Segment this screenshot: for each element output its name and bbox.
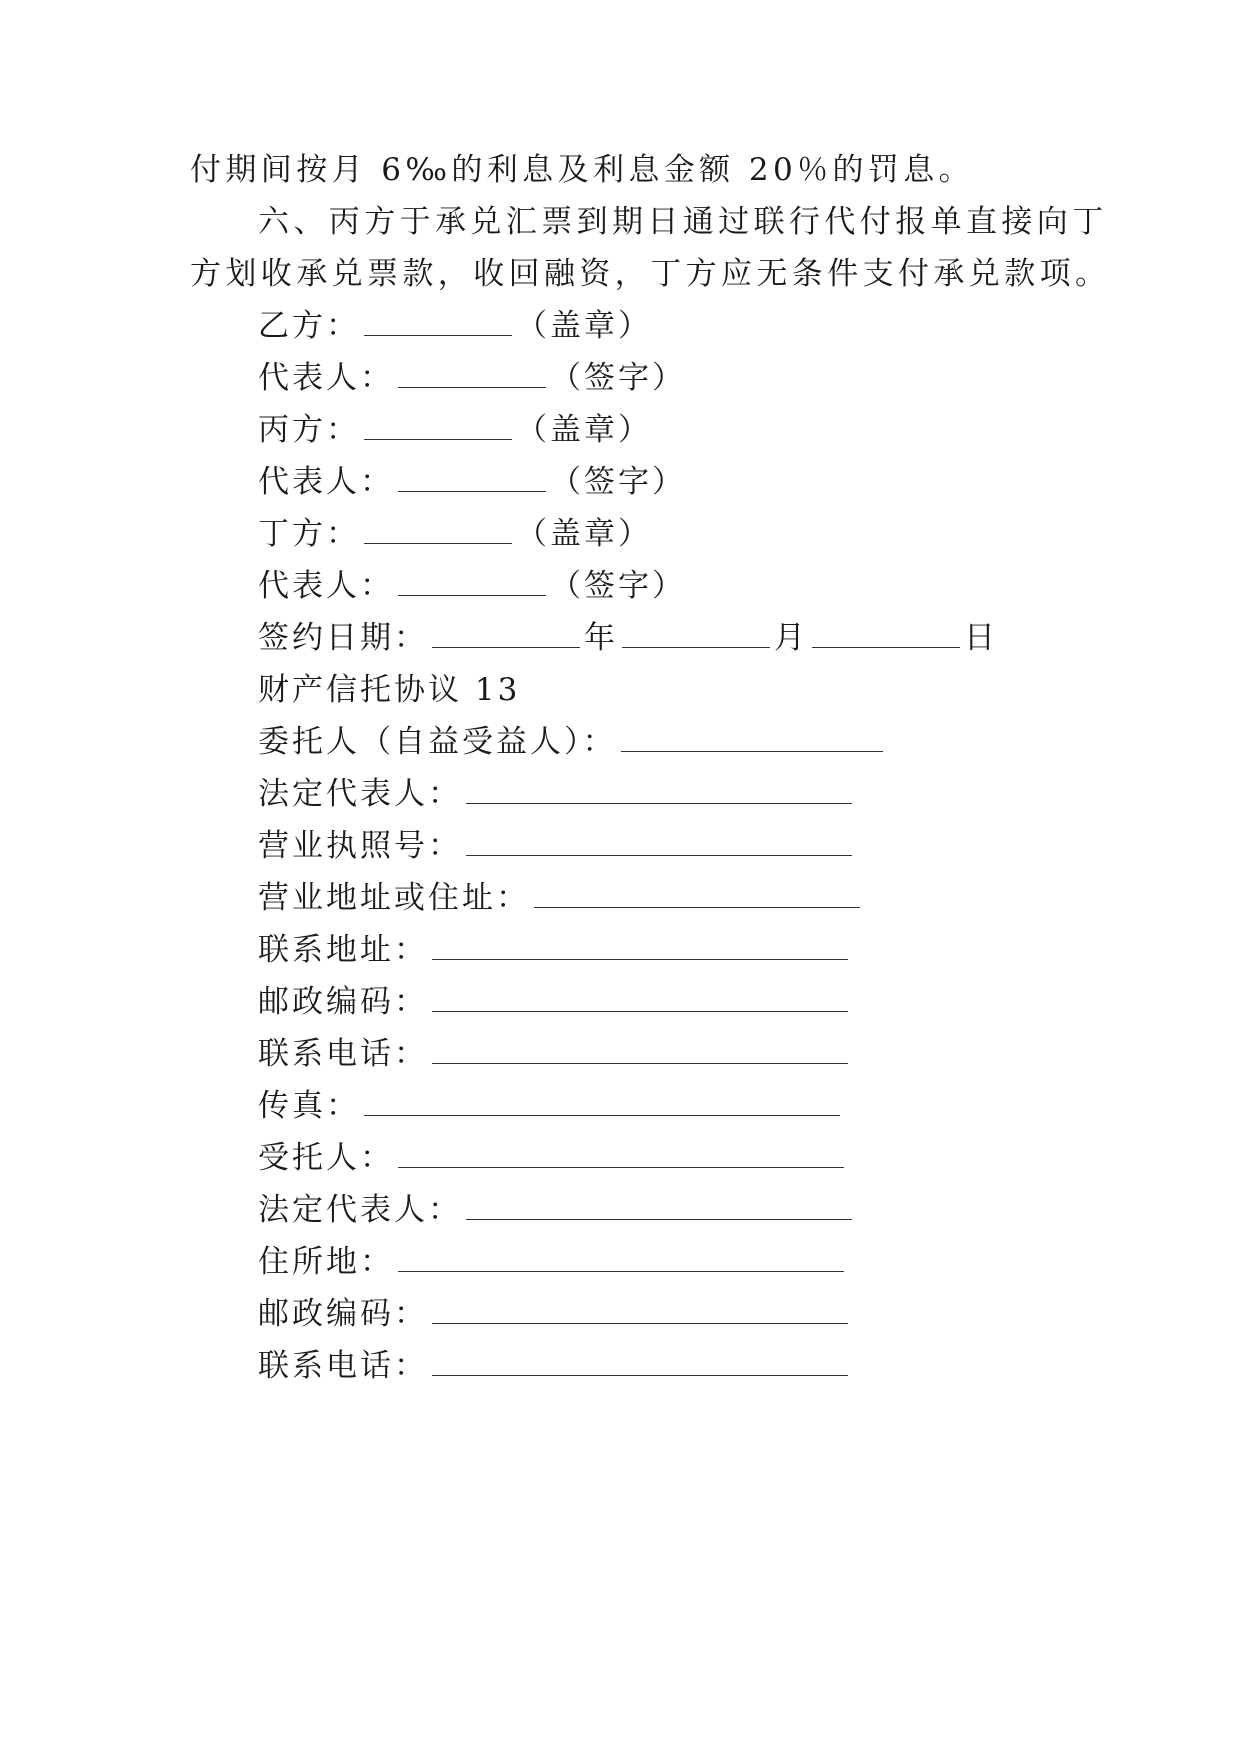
field-label: 联系电话： — [258, 1036, 428, 1072]
paragraph-six-line1 — [258, 202, 1108, 242]
field-label: 联系地址： — [258, 932, 428, 968]
field-label: 受托人： — [258, 1140, 394, 1176]
field-label: 联系电话： — [258, 1348, 428, 1384]
signature-line-ding-rep — [258, 566, 686, 606]
field-license-no — [258, 826, 856, 866]
field-trustee-postcode — [258, 1294, 852, 1334]
day-label: 日 — [964, 620, 998, 656]
signature-label: 代表人： — [258, 464, 394, 500]
field-label: 法定代表人： — [258, 1192, 462, 1228]
signature-note: （盖章） — [516, 516, 652, 552]
field-blank[interactable] — [432, 1349, 848, 1376]
signature-note: （签字） — [550, 360, 686, 396]
signature-blank[interactable] — [398, 569, 546, 596]
sign-date-label: 签约日期： — [258, 620, 428, 656]
field-label: 营业执照号： — [258, 828, 462, 864]
signature-line-bing — [258, 410, 652, 450]
paragraph-text: 方划收承兑票款，收回融资，丁方应无条件支付承兑款项。 — [190, 256, 1111, 292]
signature-line-bing-rep — [258, 462, 686, 502]
signature-note: （签字） — [550, 568, 686, 604]
field-label: 法定代表人： — [258, 776, 462, 812]
field-label: 委托人（自益受益人）： — [258, 724, 617, 760]
year-blank[interactable] — [432, 621, 580, 648]
field-blank[interactable] — [466, 829, 852, 856]
signature-label: 乙方： — [258, 308, 360, 344]
paragraph-text: 六、丙方于承兑汇票到期日通过联行代付报单直接向丁 — [258, 204, 1108, 240]
paragraph-six-line2 — [190, 254, 1110, 294]
field-fax — [258, 1086, 844, 1126]
field-blank[interactable] — [466, 1193, 852, 1220]
signature-blank[interactable] — [364, 413, 512, 440]
field-blank[interactable] — [398, 1141, 844, 1168]
signature-line-yi — [258, 306, 652, 346]
agreement-title-text: 财产信托协议 13 — [258, 672, 521, 708]
month-label: 月 — [774, 620, 808, 656]
field-blank[interactable] — [364, 1089, 840, 1116]
paragraph-interest — [190, 150, 974, 190]
field-domicile — [258, 1242, 848, 1282]
signature-blank[interactable] — [364, 309, 512, 336]
month-blank[interactable] — [622, 621, 770, 648]
signature-label: 丁方： — [258, 516, 360, 552]
field-trustee-phone — [258, 1346, 852, 1386]
field-trustee — [258, 1138, 848, 1178]
field-postcode — [258, 982, 852, 1022]
signature-label: 丙方： — [258, 412, 360, 448]
year-label: 年 — [584, 620, 618, 656]
sign-date-line — [258, 618, 998, 658]
signature-blank[interactable] — [398, 465, 546, 492]
field-trustee-legal-rep — [258, 1190, 856, 1230]
field-label: 传真： — [258, 1088, 360, 1124]
signature-blank[interactable] — [398, 361, 546, 388]
signature-label: 代表人： — [258, 568, 394, 604]
field-business-address — [258, 878, 864, 918]
field-blank[interactable] — [432, 1037, 848, 1064]
signature-note: （签字） — [550, 464, 686, 500]
signature-line-yi-rep — [258, 358, 686, 398]
day-blank[interactable] — [812, 621, 960, 648]
field-blank[interactable] — [432, 985, 848, 1012]
field-blank[interactable] — [466, 777, 852, 804]
field-contact-address — [258, 930, 852, 970]
field-phone — [258, 1034, 852, 1074]
signature-label: 代表人： — [258, 360, 394, 396]
signature-note: （盖章） — [516, 308, 652, 344]
field-label: 营业地址或住址： — [258, 880, 530, 916]
field-blank[interactable] — [621, 725, 883, 752]
field-label: 住所地： — [258, 1244, 394, 1280]
field-blank[interactable] — [432, 933, 848, 960]
signature-blank[interactable] — [364, 517, 512, 544]
signature-note: （盖章） — [516, 412, 652, 448]
field-legal-rep — [258, 774, 856, 814]
field-blank[interactable] — [398, 1245, 844, 1272]
field-label: 邮政编码： — [258, 1296, 428, 1332]
agreement-title — [258, 670, 520, 710]
signature-line-ding — [258, 514, 652, 554]
field-blank[interactable] — [432, 1297, 848, 1324]
field-blank[interactable] — [534, 881, 860, 908]
field-label: 邮政编码： — [258, 984, 428, 1020]
paragraph-text: 付期间按月 6‰的利息及利息金额 20％的罚息。 — [190, 152, 975, 188]
field-settlor — [258, 722, 887, 762]
